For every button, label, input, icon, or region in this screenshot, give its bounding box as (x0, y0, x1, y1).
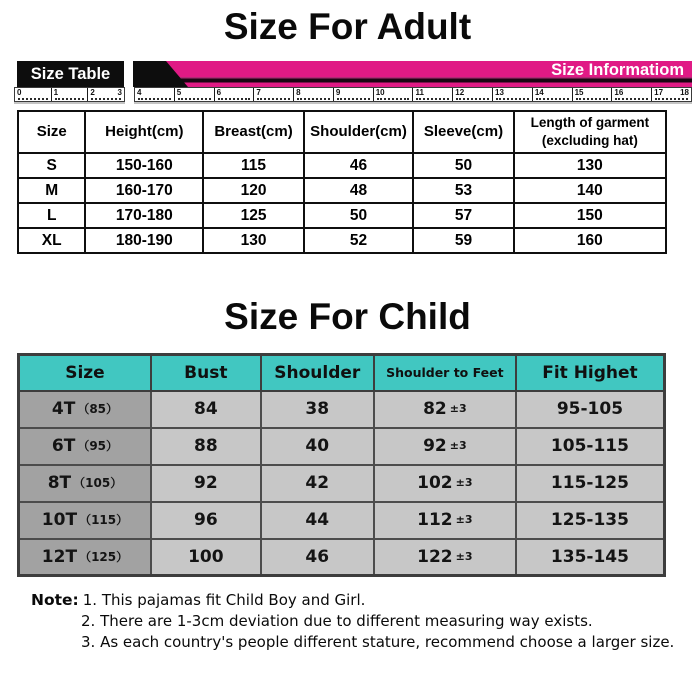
child-col-header-shoulder-to-feet: Shoulder to Feet (374, 355, 516, 391)
table-cell: 53 (413, 178, 513, 203)
table-cell: 115-125 (516, 465, 665, 502)
ruler-minor-ticks (218, 98, 251, 100)
adult-table-row (18, 228, 666, 253)
table-cell: 115 (203, 153, 303, 178)
adult-table-row (18, 203, 666, 228)
child-table-row (19, 465, 665, 502)
ruler-number: 1 (53, 88, 59, 97)
ruler-unit (412, 88, 452, 101)
note-label: Note: (31, 591, 79, 609)
banner-gap (124, 61, 133, 87)
notes-section (31, 590, 695, 653)
child-size-table (17, 353, 666, 577)
table-cell (19, 502, 151, 539)
table-cell: 170-180 (85, 203, 203, 228)
table-cell: 46 (261, 539, 374, 576)
table-cell: 150-160 (85, 153, 203, 178)
ruler-number: 13 (495, 88, 504, 97)
ruler-unit (572, 88, 612, 101)
adult-col-header-sleeve: Sleeve(cm) (413, 111, 513, 153)
adult-col-header-length: Length of garment (excluding hat) (514, 111, 666, 153)
ruler-number: 7 (256, 88, 261, 97)
table-cell: 125 (203, 203, 303, 228)
child-size-label: 12T (41, 546, 78, 567)
table-cell: M (18, 178, 85, 203)
table-cell: 135-145 (516, 539, 665, 576)
shoulder-to-feet-value: 122 (417, 546, 453, 567)
adult-table-row (18, 178, 666, 203)
table-cell (374, 428, 516, 465)
adult-size-table (17, 110, 667, 254)
child-col-header-bust: Bust (151, 355, 261, 391)
size-table-label: Size Table (30, 64, 111, 83)
ruler-unit (492, 88, 532, 101)
adult-col-header-size: Size (18, 111, 85, 153)
banner-wedge-shape (133, 61, 188, 87)
child-size-label: 8T (47, 473, 72, 493)
ruler-minor-ticks (297, 98, 330, 100)
note-item: 1. This pajamas fit Child Boy and Girl. (82, 591, 366, 609)
table-cell: 130 (203, 228, 303, 253)
table-cell: 130 (514, 153, 666, 178)
child-col-header-fit-height: Fit Highet (516, 355, 665, 391)
ruler-minor-ticks (416, 98, 449, 100)
ruler-number: 9 (335, 88, 341, 97)
ruler (14, 87, 692, 102)
table-cell (19, 539, 151, 576)
child-size-cm: （125） (79, 549, 129, 564)
ruler-unit (15, 88, 51, 101)
table-cell: 140 (514, 178, 666, 203)
ruler-unit (51, 88, 88, 101)
table-cell: 50 (304, 203, 414, 228)
table-cell: 52 (304, 228, 414, 253)
child-table-row (19, 502, 665, 539)
ruler-minor-ticks (55, 98, 85, 100)
shoulder-to-feet-value: 92 (423, 436, 447, 456)
table-cell: 95-105 (516, 391, 665, 428)
child-section-title: Size For Child (224, 296, 471, 337)
table-cell (374, 539, 516, 576)
shoulder-to-feet-value: 82 (423, 399, 447, 419)
ruler-left-segment (14, 87, 125, 102)
ruler-number: 12 (455, 88, 465, 97)
child-col-header-shoulder: Shoulder (261, 355, 374, 391)
ruler-unit (135, 88, 174, 101)
ruler-number: 0 (17, 88, 22, 97)
ruler-number: 6 (216, 88, 222, 97)
child-table-row (19, 539, 665, 576)
ruler-number: 15 (574, 88, 584, 97)
adult-table-row (18, 153, 666, 178)
table-cell: 59 (413, 228, 513, 253)
ruler-unit (253, 88, 293, 101)
ruler-unit (373, 88, 413, 101)
child-table-row (19, 428, 665, 465)
ruler-unit (532, 88, 572, 101)
tolerance-value: ±3 (449, 402, 467, 415)
note-item: 3. As each country's people different stature, recommend choose a larger size. (81, 633, 675, 651)
ruler-number: 8 (296, 88, 301, 97)
ruler-minor-ticks (496, 98, 529, 100)
child-size-label: 6T (51, 436, 76, 456)
ruler-minor-ticks (576, 98, 609, 100)
table-cell (374, 465, 516, 502)
size-information-label: Size Informatiom (551, 61, 684, 79)
table-cell: 96 (151, 502, 261, 539)
ruler-number: 16 (614, 88, 624, 97)
ruler-minor-ticks (178, 98, 211, 100)
ruler-number: 18 (680, 88, 689, 97)
table-cell: 40 (261, 428, 374, 465)
table-cell: XL (18, 228, 85, 253)
ruler-minor-ticks (18, 98, 48, 100)
ruler-number: 4 (137, 88, 142, 97)
ruler-unit (214, 88, 254, 101)
table-cell: 57 (413, 203, 513, 228)
ruler-number: 3 (117, 88, 122, 97)
table-cell: 180-190 (85, 228, 203, 253)
child-size-cm: （85） (77, 402, 119, 416)
adult-col-header-shoulder: Shoulder(cm) (304, 111, 414, 153)
child-size-cm: （115） (79, 513, 129, 527)
ruler-unit (611, 88, 651, 101)
table-cell: 50 (413, 153, 513, 178)
ruler-unit (452, 88, 492, 101)
table-cell (19, 391, 151, 428)
ruler-minor-ticks (655, 98, 688, 100)
table-cell: 160 (514, 228, 666, 253)
table-cell: 88 (151, 428, 261, 465)
ruler-unit (333, 88, 373, 101)
table-cell (19, 465, 151, 502)
table-cell: S (18, 153, 85, 178)
ruler-number: 14 (534, 88, 544, 97)
ruler-minor-ticks (257, 98, 290, 100)
shoulder-to-feet-value: 112 (417, 510, 453, 530)
child-col-header-size: Size (19, 355, 151, 391)
tolerance-value: ±3 (449, 439, 467, 452)
table-cell (374, 391, 516, 428)
size-table-tab (17, 61, 124, 87)
ruler-unit (293, 88, 333, 101)
table-cell (19, 428, 151, 465)
note-line (31, 590, 695, 611)
ruler-number: 11 (415, 88, 424, 97)
table-cell (374, 502, 516, 539)
adult-col-header-breast: Breast(cm) (203, 111, 303, 153)
note-line (31, 611, 695, 632)
ruler-minor-ticks (138, 98, 171, 100)
adult-col-header-height: Height(cm) (85, 111, 203, 153)
child-size-label: 4T (51, 399, 76, 419)
table-cell: 44 (261, 502, 374, 539)
table-cell: 84 (151, 391, 261, 428)
note-item: 2. There are 1-3cm deviation due to different measuring way exists. (81, 612, 593, 630)
ruler-minor-ticks (536, 98, 569, 100)
tolerance-value: ±3 (455, 513, 473, 526)
ruler-minor-ticks (456, 98, 489, 100)
table-cell: 100 (151, 539, 261, 576)
table-cell: L (18, 203, 85, 228)
ruler-gap (125, 87, 134, 102)
table-cell: 160-170 (85, 178, 203, 203)
tolerance-value: ±3 (455, 549, 473, 563)
shoulder-to-feet-value: 102 (417, 473, 453, 493)
note-line (31, 632, 695, 653)
child-size-label: 10T (41, 510, 78, 530)
table-cell: 150 (514, 203, 666, 228)
table-cell: 46 (304, 153, 414, 178)
ruler-unit (174, 88, 214, 101)
ruler-minor-ticks (91, 98, 121, 100)
tolerance-value: ±3 (455, 476, 473, 489)
child-header-row (19, 355, 665, 391)
ruler-number: 5 (176, 88, 182, 97)
adult-section-title: Size For Adult (223, 6, 472, 47)
banner (17, 61, 692, 87)
size-information-ribbon (133, 61, 692, 87)
table-cell: 105-115 (516, 428, 665, 465)
table-cell: 48 (304, 178, 414, 203)
table-cell: 125-135 (516, 502, 665, 539)
ruler-number: 10 (375, 88, 385, 97)
table-cell: 92 (151, 465, 261, 502)
ruler-number: 2 (90, 88, 95, 97)
child-size-cm: （105） (73, 476, 123, 490)
ruler-minor-ticks (615, 98, 648, 100)
ruler-minor-ticks (337, 98, 370, 100)
ruler-number: 17 (654, 88, 664, 97)
child-table-row (19, 391, 665, 428)
table-cell: 120 (203, 178, 303, 203)
ruler-right-segment (134, 87, 692, 102)
table-cell: 38 (261, 391, 374, 428)
adult-header-row (18, 111, 666, 153)
child-size-cm: （95） (77, 439, 119, 453)
table-cell: 42 (261, 465, 374, 502)
ruler-minor-ticks (377, 98, 410, 100)
